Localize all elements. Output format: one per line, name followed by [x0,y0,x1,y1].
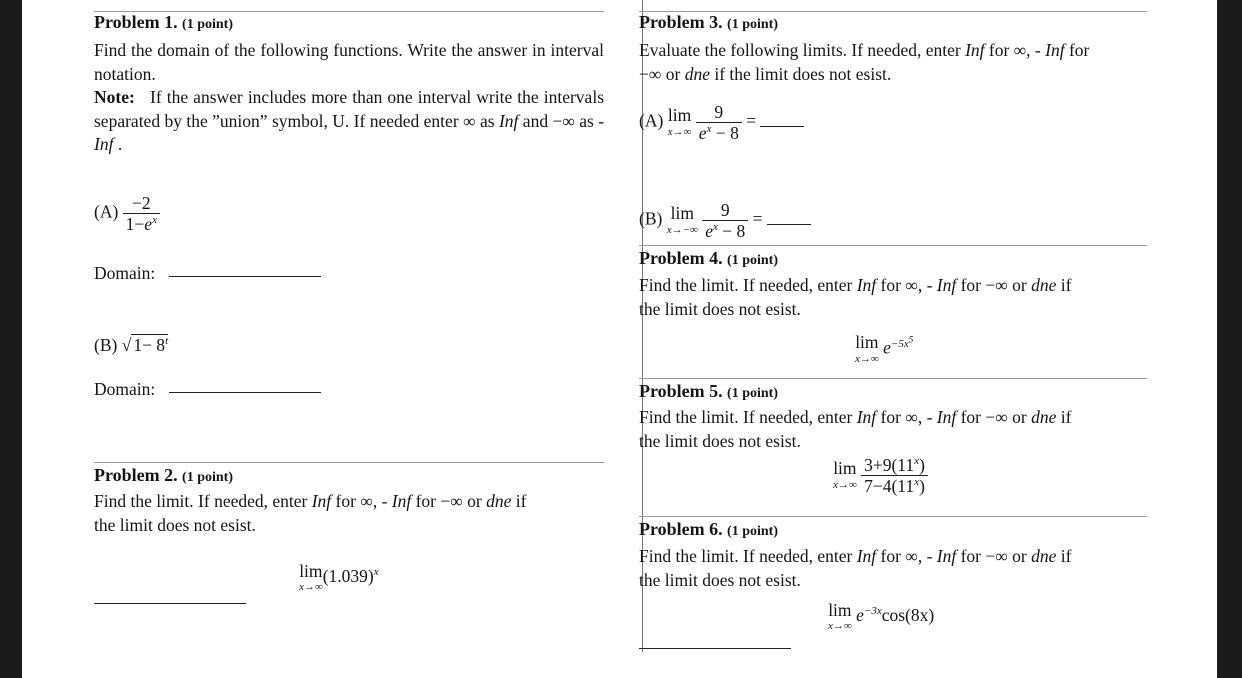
problem-1b-expression: (B) √ $1- 8^t$ [94,334,169,355]
problem-1b-answer-input[interactable] [169,392,321,393]
problem-1-instructions: Find the domain of the following functions. Write the answer in interval notation. Note: If the answer includes more than one interval write the intervals separated by the ”union” symbol, U. If needed enter ∞ as Inf and −∞ as -Inf . [94,40,605,154]
problem-1b-domain: Domain: [94,379,156,399]
problem-6-answer-input[interactable] [639,648,791,649]
problem-6-instructions: Find the limit. If needed, enter Inf for ∞, - Inf for −∞ or dne if the limit does not esist. [639,546,1072,590]
problem-6-rule [639,516,1147,517]
problem-3a-expression: (A) lim x→∞ $\frac{9}{e^x - 8}$ = [639,102,804,143]
problem-1a-answer-input[interactable] [169,276,321,277]
problem-5-rule [639,378,1147,379]
problem-2-header: Problem 2. (1 point) [94,465,233,485]
worksheet-page [22,0,1217,678]
problem-2-instructions: Find the limit. If needed, enter Inf for ∞, - Inf for −∞ or dne if the limit does not esist. [94,491,527,535]
problem-5-expression: lim x→∞ $\frac{3+9(11^x)}{7-4(11^x)}$ [833,455,928,496]
problem-2-expression: lim x→∞ $(1.039)^x$ [299,560,379,594]
problem-4-expression: lim x→∞ $e^{-5x^5}$ [855,332,914,365]
problem-3a-answer-input[interactable] [760,126,804,127]
problem-5-header: Problem 5. (1 point) [639,381,778,401]
problem-3b-expression: (B) lim x→−∞ $\frac{9}{e^x - 8}$ = [639,200,811,241]
problem-2-rule [94,462,604,463]
problem-4-rule [639,245,1147,246]
problem-1a-domain: Domain: [94,263,156,283]
problem-3b-answer-input[interactable] [767,224,811,225]
problem-6-expression: lim x→∞ $e^{-3x}\cos(8x)$ [828,599,935,633]
problem-5-instructions: Find the limit. If needed, enter Inf for ∞, - Inf for −∞ or dne if the limit does not esist. [639,407,1072,451]
problem-1-header: Problem 1. (1 point) [94,12,233,32]
problem-1a-expression: (A) $\frac{-2}{1-e^x}$ [94,193,160,234]
problem-4-instructions: Find the limit. If needed, enter Inf for ∞, - Inf for −∞ or dne if the limit does not esist. [639,275,1072,319]
problem-2-answer-input[interactable] [94,603,246,604]
problem-4-header: Problem 4. (1 point) [639,248,778,268]
problem-6-header: Problem 6. (1 point) [639,519,778,539]
problem-3-header: Problem 3. (1 point) [639,12,778,32]
problem-3-instructions: Evaluate the following limits. If needed, enter Inf for ∞, - Inf for −∞ or dne if the limit does not esist. [639,40,1090,84]
